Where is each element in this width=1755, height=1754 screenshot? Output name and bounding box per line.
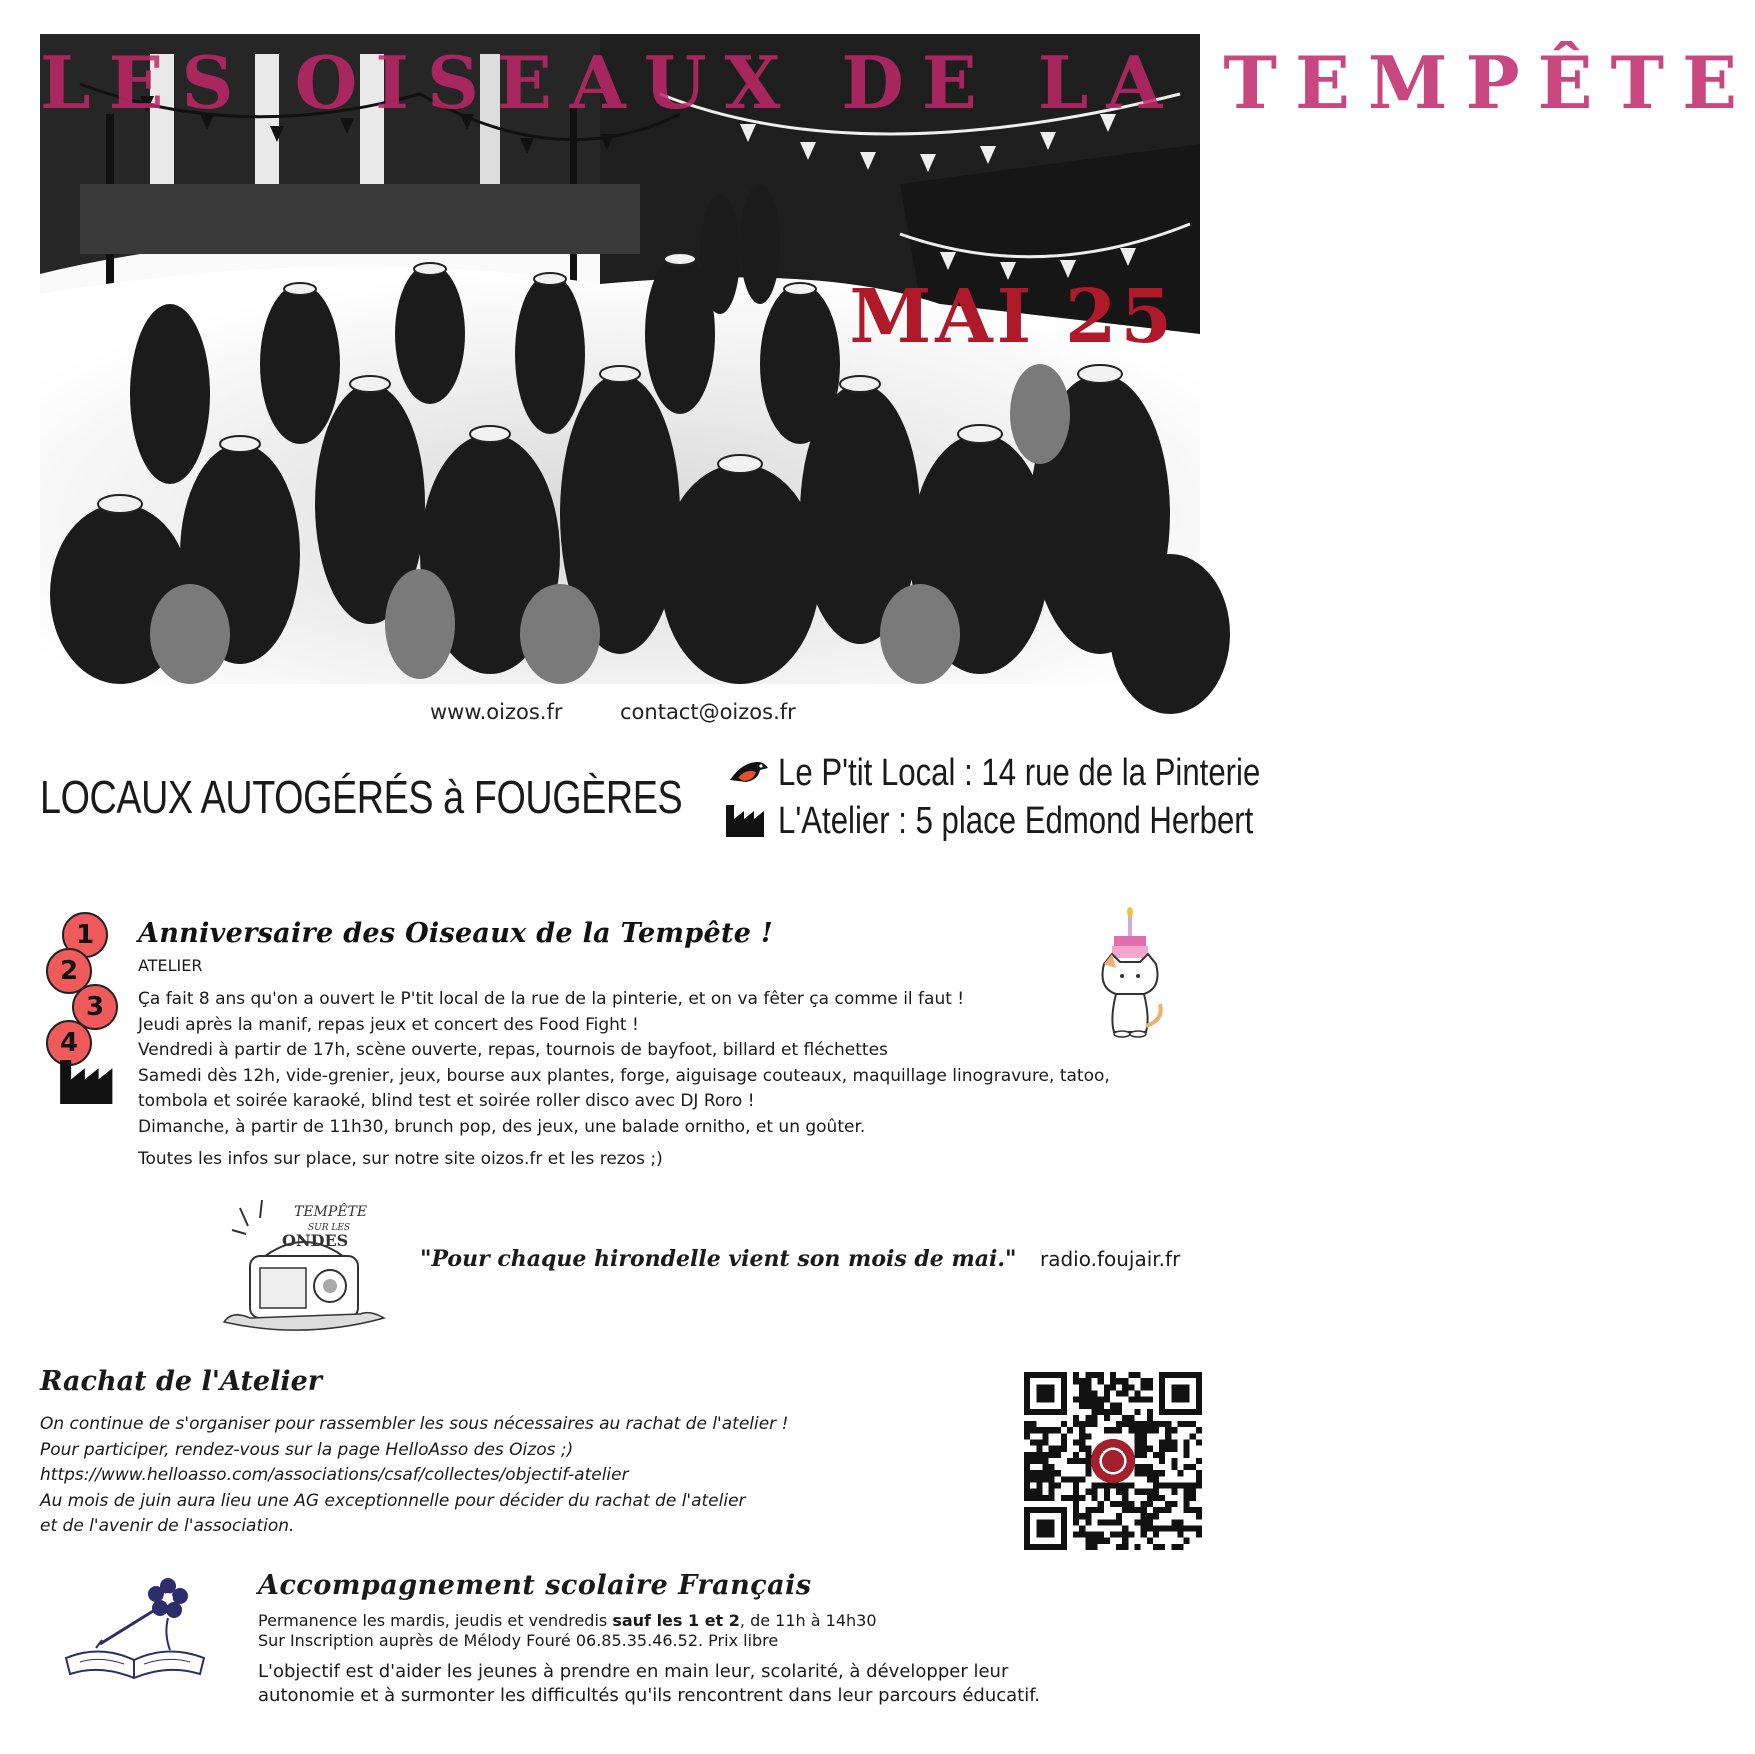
day-number-2: 2 [46, 948, 92, 994]
hero-date: MAI 25 [849, 274, 1176, 360]
scolaire-schedule: Permanence les mardis, jeudis et vendredis sauf les 1 et 2, de 11h à 14h30 [258, 1611, 877, 1630]
rachat-line: Au mois de juin aura lieu une AG exceptionnelle pour décider du rachat de l'atelier [40, 1490, 746, 1511]
qr-code[interactable] [1024, 1372, 1202, 1550]
radio-icon [220, 1190, 390, 1340]
objectif-line: autonomie et à surmonter les difficultés qu'ils rencontrent dans leur parcours éducatif. [258, 1685, 1040, 1706]
book-flower-icon [60, 1574, 210, 1684]
cat-cake-icon [1090, 908, 1170, 1048]
address-atelier: L'Atelier : 5 place Edmond Herbert [778, 800, 1254, 842]
event-description [138, 987, 1198, 1172]
objectif-line: L'objectif est d'aider les jeunes à prendre en main leur, scolarité, à développer leur [258, 1661, 1009, 1682]
event-line: Ça fait 8 ans qu'on a ouvert le P'tit local de la rue de la pinterie, et on va fêter ça comme il faut ! [138, 989, 965, 1009]
rachat-line: On continue de s'organiser pour rassembler les sous nécessaires au rachat de l'atelier ! [40, 1414, 789, 1434]
scolaire-title: Accompagnement scolaire Français [258, 1570, 812, 1601]
event-line: Dimanche, à partir de 11h30, brunch pop, des jeux, une balade ornitho, et un goûter. [138, 1116, 866, 1137]
address-ptit-local: Le P'tit Local : 14 rue de la Pinterie [778, 752, 1261, 794]
event-line: Samedi dès 12h, vide-grenier, jeux, bourse aux plantes, forge, aiguisage couteaux, maquillage linogravure, tatoo, [138, 1065, 1110, 1086]
svg-text:ONDES: ONDES [282, 1231, 349, 1250]
locaux-title: LOCAUX AUTOGÉRÉS à FOUGÈRES [40, 771, 683, 823]
factory-icon [726, 805, 768, 837]
event-line: Vendredi à partir de 17h, scène ouverte, repas, tournois de bayfoot, billard et fléchettes [138, 1040, 888, 1061]
rachat-line: Pour participer, rendez-vous sur la page HelloAsso des Oizos ;) [40, 1439, 574, 1460]
rachat-line: et de l'avenir de l'association. [40, 1516, 295, 1537]
factory-icon [60, 1060, 118, 1104]
scolaire-inscription: Sur Inscription auprès de Mélody Fouré 06.85.35.46.52. Prix libre [258, 1631, 779, 1650]
rachat-title: Rachat de l'Atelier [40, 1366, 323, 1397]
hero-illustration [40, 34, 1755, 684]
event-line: tombola et soirée karaoké, blind test et soirée roller disco avec DJ Roro ! [138, 1091, 755, 1112]
event-category: ATELIER [138, 956, 203, 975]
contact-email-link[interactable]: contact@oizos.fr [620, 700, 796, 724]
day-number-4: 4 [46, 1020, 92, 1066]
helloasso-link[interactable]: https://www.helloasso.com/associations/csaf/collectes/objectif-atelier [40, 1465, 629, 1486]
bird-icon [728, 754, 770, 788]
radio-link[interactable]: radio.foujair.fr [1040, 1247, 1181, 1271]
schedule-exception: sauf les 1 et 2 [612, 1611, 740, 1630]
day-number-3: 3 [72, 984, 118, 1030]
website-link[interactable]: www.oizos.fr [430, 700, 563, 724]
day-number-1: 1 [62, 912, 108, 958]
event-title: Anniversaire des Oiseaux de la Tempête ! [138, 918, 774, 949]
event-line: Jeudi après la manif, repas jeux et concert des Food Fight ! [138, 1014, 639, 1035]
rachat-description [40, 1412, 788, 1540]
event-footer: Toutes les infos sur place, sur notre site oizos.fr et les rezos ;) [138, 1148, 663, 1169]
svg-text:TEMPÊTE: TEMPÊTE [294, 1204, 368, 1220]
scolaire-objectif [258, 1660, 1040, 1708]
hero-title: LES OISEAUX DE LA TEMPÊTE [40, 40, 1755, 125]
svg-text:SUR LES: SUR LES [308, 1223, 351, 1233]
radio-quote: "Pour chaque hirondelle vient son mois de mai." [420, 1246, 1017, 1272]
